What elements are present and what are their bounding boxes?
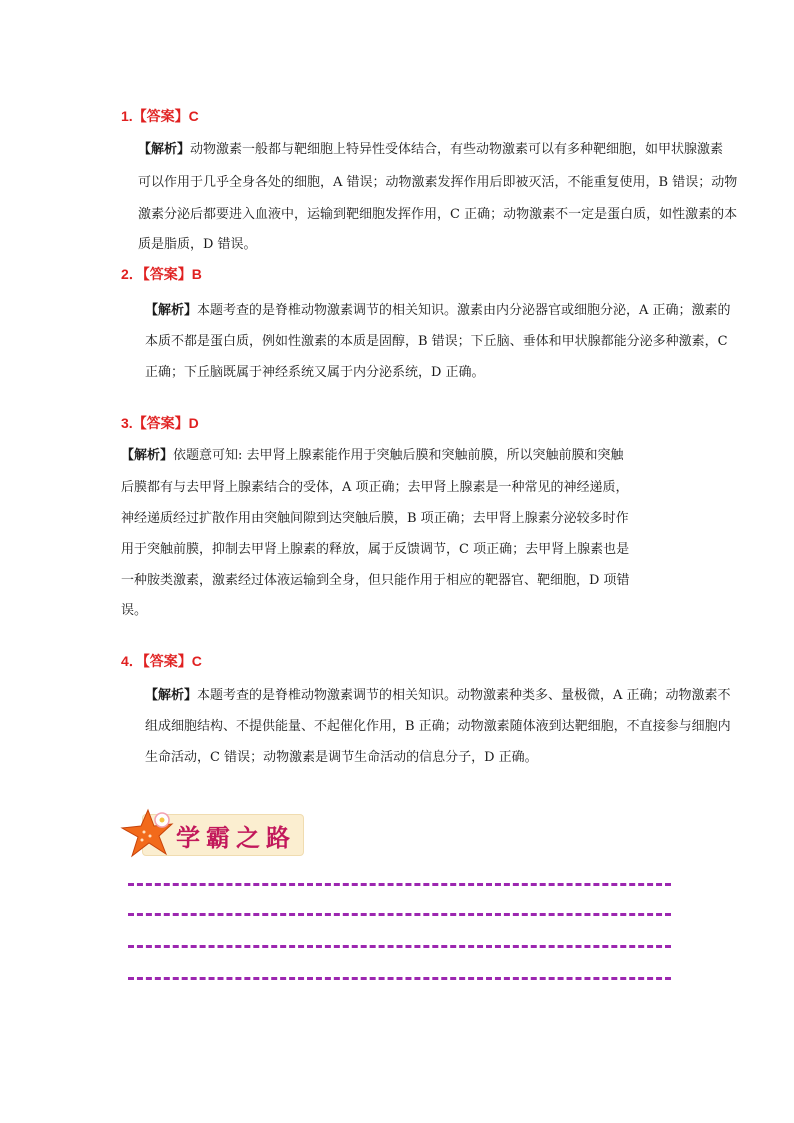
q4-line-1: 【解析】本题考查的是脊椎动物激素调节的相关知识。动物激素种类多、量极微，A 正确；动物激素不 xyxy=(145,688,731,703)
analysis-tag: 【解析】 xyxy=(145,688,198,703)
q4-line-2: 组成细胞结构、不提供能量、不起催化作用，B 正确；动物激素随体液到达靶细胞，不直接参与细胞内 xyxy=(145,719,731,734)
q1-line-4: 质是脂质，D 错误。 xyxy=(138,237,257,252)
q4-number: 4． xyxy=(121,653,143,669)
q2-line-1: 【解析】本题考查的是脊椎动物激素调节的相关知识。激素由内分泌器官或细胞分泌，A 正确；激素的 xyxy=(145,303,731,318)
note-line-3 xyxy=(128,945,671,948)
q3-line-2: 后膜都有与去甲肾上腺素结合的受体，A 项正确；去甲肾上腺素是一种常见的神经递质， xyxy=(121,480,629,495)
q4-line-3: 生命活动，C 错误；动物激素是调节生命活动的信息分子，D 正确。 xyxy=(145,750,538,765)
q1-number: 1. xyxy=(121,108,133,124)
q1-line-3: 激素分泌后都要进入血液中，运输到靶细胞发挥作用，C 正确；动物激素不一定是蛋白质，如性激素的本 xyxy=(138,207,738,222)
note-line-1 xyxy=(128,883,671,886)
note-line-2 xyxy=(128,913,671,916)
q3-line-1: 【解析】依题意可知: 去甲肾上腺素能作用于突触后膜和突触前膜，所以突触前膜和突触 xyxy=(121,448,624,463)
analysis-tag: 【解析】 xyxy=(121,448,174,463)
q1-answer-heading xyxy=(121,106,199,126)
q2-line-2: 本质不都是蛋白质，例如性激素的本质是固醇，B 错误；下丘脑、垂体和甲状腺都能分泌多种激素，C xyxy=(145,334,728,349)
q3-line-5: 一种胺类激素，激素经过体液运输到全身，但只能作用于相应的靶器官、靶细胞，D 项错 xyxy=(121,573,630,588)
q3-answer-heading xyxy=(121,413,199,433)
analysis-tag: 【解析】 xyxy=(138,142,191,157)
q4-answer: 【答案】C xyxy=(142,653,202,669)
q2-answer-heading xyxy=(121,264,202,284)
analysis-tag: 【解析】 xyxy=(145,303,198,318)
q3-answer: 【答案】D xyxy=(132,415,199,431)
q3-line-6: 误。 xyxy=(121,603,148,618)
banner-title: 学霸之路 xyxy=(176,823,296,852)
q3-number: 3. xyxy=(121,415,133,431)
q1-line-1: 【解析】动物激素一般都与靶细胞上特异性受体结合，有些动物激素可以有多种靶细胞，如甲状腺激素 xyxy=(138,142,724,157)
q2-line-3: 正确；下丘脑既属于神经系统又属于内分泌系统，D 正确。 xyxy=(145,365,485,380)
q3-line-4: 用于突触前膜，抑制去甲肾上腺素的释放，属于反馈调节，C 项正确；去甲肾上腺素也是 xyxy=(121,542,630,557)
q4-answer-heading xyxy=(121,651,202,671)
q2-number: 2． xyxy=(121,266,143,282)
note-line-4 xyxy=(128,977,671,980)
q2-answer: 【答案】B xyxy=(142,266,202,282)
q1-answer: 【答案】C xyxy=(132,108,199,124)
section-banner xyxy=(118,808,303,860)
q3-line-3: 神经递质经过扩散作用由突触间隙到达突触后膜，B 项正确；去甲肾上腺素分泌较多时作 xyxy=(121,511,629,526)
q1-line-2: 可以作用于几乎全身各处的细胞，A 错误；动物激素发挥作用后即被灭活，不能重复使用，B 错误；动物 xyxy=(138,175,738,190)
